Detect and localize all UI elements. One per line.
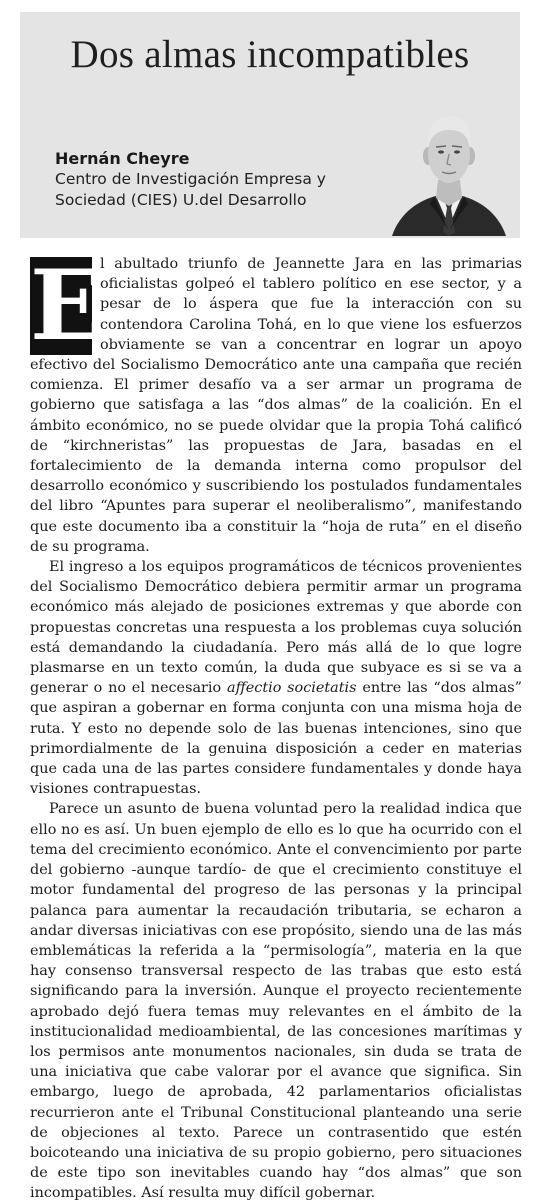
author-affiliation: Centro de Investigación Empresa y Sociedad (CIES) U.del Desarrollo (55, 170, 326, 209)
paragraph-3: Parece un asunto de buena voluntad pero la realidad indica que ello no es así. Un buen ejemplo de ello es lo que ha ocurrido con el tema del crecimiento económico. Ante el convencimiento por parte del gobierno -aunque tardío- de que el crecimiento constituye el motor fundamental del progreso de las personas y la principal palanca para aumentar la recaudación tributaria, se echaron a andar diversas iniciativas con ese propósito, siendo una de las más emblemáticas la referida a la “permisología”, materia en la que hay consenso transversal respecto de las trabas que esto está significando para la inversión. Aunque el proyecto recientemente aprobado dejó fuera temas muy relevantes en el ámbito de la institucionalidad medioambiental, de las concesiones marítimas y los permisos ante monumentos nacionales, sin duda se trata de una iniciativa que cabe valorar por el avance que significa. Sin embargo, luego de aprobada, 42 parlamentarios oficialistas recurrieron ante el Tribunal Constitucional planteando una serie de objeciones al texto. Parece un contrasentido que estén boicoteando una iniciativa de su propio gobierno, pero situaciones de este tipo son inevitables cuando hay “dos almas” que son incompatibles. Así resulta muy difícil gobernar. (30, 801, 522, 1202)
paragraph-1-text: l abultado triunfo de Jeannette Jara en las primarias oficialistas golpeó el tablero político en ese sector, y a pesar de lo áspera que fue la interacción con su contendora Carolina Tohá, en lo que viene los esfuerzos obviamente se van a concentrar en lograr un apoyo efectivo del Socialismo Democrático ante una campaña que recién comienza. El primer desafío va a ser armar un programa de gobierno que satisfaga a las “dos almas” de la coalición. En el ámbito económico, no se puede olvidar que la propia Tohá calificó de “kirchneristas” las propuestas de Jara, basadas en el fortalecimiento de la demanda interna como propulsor del desarrollo económico y suscribiendo los postulados fundamentales del libro “Apuntes para superar el neoliberalismo”, manifestando que este documento iba a constituir la “hoja de ruta” en el diseño de su programa. (30, 256, 522, 555)
article-header (20, 12, 520, 238)
paragraph-2-text-a: El ingreso a los equipos programáticos de técnicos provenientes del Socialismo Democrático debiera permitir armar un programa económico más alejado de posiciones extremas y que aborde con propuestas concretas una respuesta a los problemas cuya solución está demandando la ciudadanía. Pero más allá de lo que logre plasmarse en un texto común, la duda que subyace es si se va a generar o no el necesario (30, 559, 522, 697)
article-title: Dos almas incompatibles (70, 33, 470, 76)
paragraph-1 (30, 249, 522, 557)
paragraph-2-emphasis: affectio societatis (226, 680, 357, 697)
author-portrait (390, 108, 508, 236)
article-body (30, 249, 522, 1204)
paragraph-2-text-b: entre las “dos almas” que aspiran a gobernar en forma conjunta con una misma hoja de ruta. Y esto no depende solo de las buenas intenciones, sino que primordialmente de la genuina disposición a ceder en materias que cada una de las partes considere fundamentales y donde haya visiones contrapuestas. (30, 680, 522, 798)
drop-cap: E (30, 249, 104, 362)
author-name: Hernán Cheyre (55, 149, 190, 168)
paragraph-2 (30, 557, 522, 799)
